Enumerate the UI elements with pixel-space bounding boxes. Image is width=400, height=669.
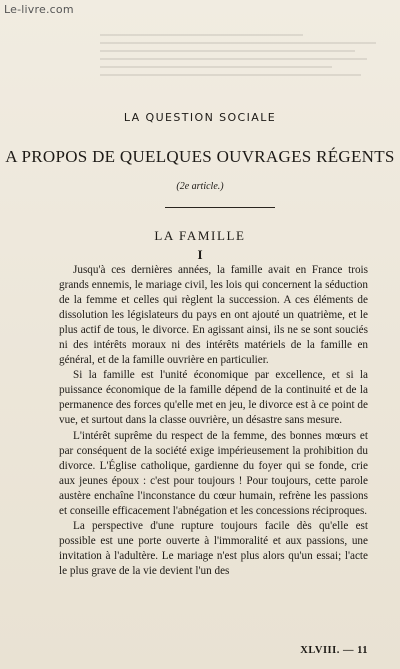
paragraph: Si la famille est l'unité économique par excellence, et si la puissance économique de la famille dépend de la continuité et de la permanence des forces qu'elle met en jeu, le divorce est à ce point de vue, et surtout dans la classe ouvrière, un désastre sans mesure. xyxy=(59,369,368,427)
separator-rule xyxy=(165,207,275,208)
watermark: Le-livre.com xyxy=(4,3,74,16)
bleed-through-text xyxy=(100,28,390,118)
section-title: LA QUESTION SOCIALE xyxy=(123,111,277,124)
body-text xyxy=(59,263,368,579)
article-title: A PROPOS DE QUELQUES OUVRAGES RÉGENTS xyxy=(5,147,395,166)
chapter-title: LA FAMILLE xyxy=(154,228,246,243)
paragraph: Jusqu'à ces dernières années, la famille avait en France trois grands ennemis, le mariage civil, les lois qui concernent la séduction de la femme et celles qui règlent la succession. A ces éléments de dissolution les législateurs du pays en ont ajouté un quatrième, et le plus actif de tous, le divorce. En agissant ainsi, ils ne se sont souciés ni des intérêts moraux ni des intérêts matériels de la famille en général, et de la famille ouvrière en particulier. xyxy=(59,264,368,367)
paragraph: L'intérêt suprême du respect de la femme, des bonnes mœurs et par conséquent de la société exige impérieusement la prohibition du divorce. L'Église catholique, gardienne du foyer qui se fonde, crie aux jeunes époux : c'est pour toujours ! Pour toujours, cette parole austère enchaîne l'inconstance du cœur humain, refrène les passions et conseille efficacement l'abnégation et les concessions réciproques. xyxy=(59,429,368,517)
signature-mark: XLVIII. — 11 xyxy=(300,645,368,656)
chapter-number: I xyxy=(197,247,203,262)
article-note: (2e article.) xyxy=(176,181,224,192)
paragraph: La perspective d'une rupture toujours facile dès qu'elle est possible est une porte ouverte à l'immoralité et aux passions, une invitation à l'adultère. Le mariage n'est plus alors qu'un essai; l'acte le plus grave de la vie devient l'un des xyxy=(59,519,368,577)
